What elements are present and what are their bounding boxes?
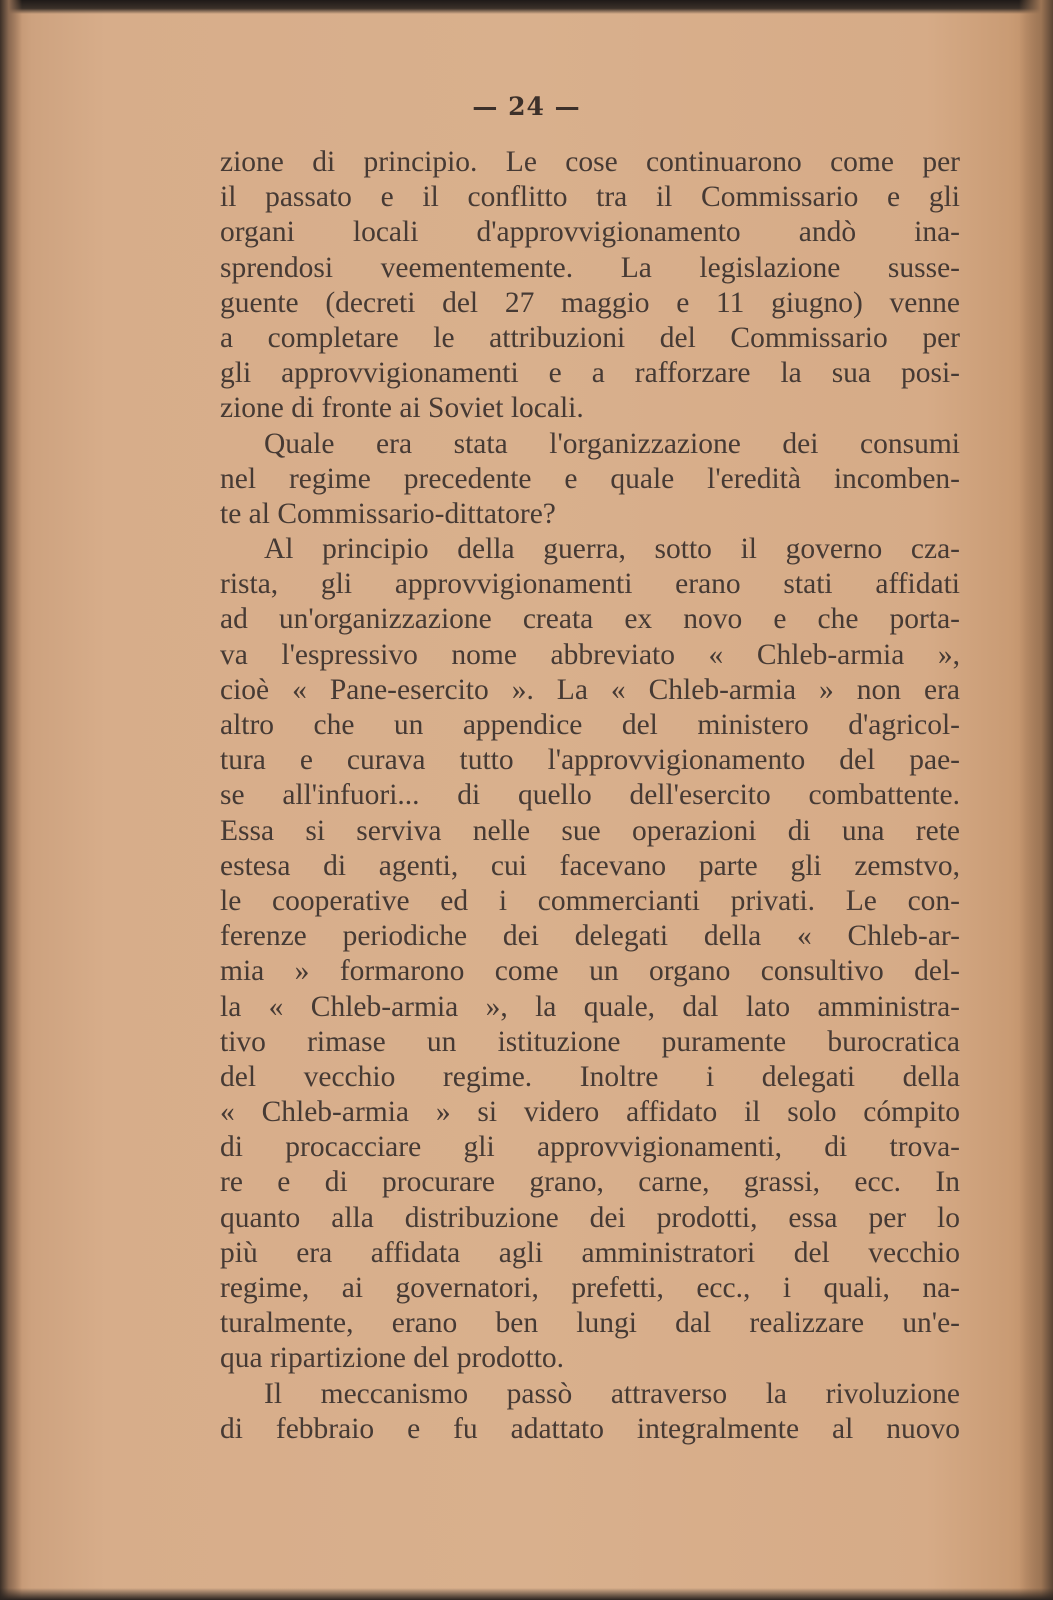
text-line: Il meccanismo passò attraverso la rivoluzione	[264, 1377, 960, 1410]
text-line: quanto alla distribuzione dei prodotti, essa per lo	[220, 1201, 960, 1234]
page-top-edge	[0, 0, 1053, 14]
text-line: più era affidata agli amministratori del vecchio	[220, 1236, 960, 1269]
text-line: la « Chleb-armia », la quale, dal lato amministra-	[220, 990, 960, 1023]
text-line: te al Commissario-dittatore?	[220, 497, 556, 530]
text-line: rista, gli approvvigionamenti erano stati affidati	[220, 568, 960, 601]
text-line: re e di procurare grano, carne, grassi, ecc. In	[220, 1166, 960, 1199]
text-line: cioè « Pane-esercito ». La « Chleb-armia » non era	[220, 673, 960, 706]
text-line: regime, ai governatori, prefetti, ecc., i quali, na-	[220, 1272, 960, 1304]
page-bottom-edge	[0, 1588, 1053, 1600]
text-line: altro che un appendice del ministero d'agricol-	[220, 709, 960, 741]
text-line: gli approvvigionamenti e a rafforzare la sua posi-	[220, 357, 960, 390]
text-line: di febbraio e fu adattato integralmente al nuovo	[220, 1412, 960, 1445]
text-line: turalmente, erano ben lungi dal realizzare un'e-	[220, 1307, 960, 1340]
text-line: Essa si serviva nelle sue operazioni di una rete	[220, 814, 960, 847]
text-line: tura e curava tutto l'approvvigionamento del pae-	[220, 744, 960, 777]
body-text	[220, 145, 960, 1447]
page-binding-edge	[0, 0, 22, 1600]
text-line: nel regime precedente e quale l'eredità incomben-	[220, 462, 960, 495]
text-line: Quale era stata l'organizzazione dei consumi	[264, 427, 960, 460]
text-line: qua ripartizione del prodotto.	[220, 1342, 565, 1375]
page-number: — 24 —	[472, 92, 581, 121]
text-line: guente (decreti del 27 maggio e 11 giugno) venne	[220, 286, 960, 319]
text-line: estesa di agenti, cui facevano parte gli zemstvo,	[220, 849, 960, 882]
page-right-edge	[1019, 0, 1053, 1600]
text-line: il passato e il conflitto tra il Commissario e gli	[220, 181, 960, 214]
text-line: organi locali d'approvvigionamento andò ina-	[220, 216, 960, 249]
text-line: zione di fronte ai Soviet locali.	[220, 392, 584, 425]
text-line: a completare le attribuzioni del Commissario per	[220, 321, 960, 354]
text-line: di procacciare gli approvvigionamenti, di trova-	[220, 1131, 960, 1164]
text-line: mia » formarono come un organo consultivo del-	[220, 955, 960, 988]
text-line: « Chleb-armia » si videro affidato il solo cómpito	[220, 1096, 960, 1129]
text-line: va l'espressivo nome abbreviato « Chleb-armia »,	[220, 638, 960, 671]
text-line: ferenze periodiche dei delegati della « Chleb-ar-	[220, 920, 960, 953]
text-line: sprendosi veementemente. La legislazione susse-	[220, 251, 960, 284]
text-line: zione di principio. Le cose continuarono come per	[220, 146, 960, 178]
text-line: tivo rimase un istituzione puramente burocratica	[220, 1025, 960, 1058]
text-line: del vecchio regime. Inoltre i delegati della	[220, 1060, 960, 1093]
text-line: Al principio della guerra, sotto il governo cza-	[264, 533, 960, 566]
text-line: ad un'organizzazione creata ex novo e che porta-	[220, 603, 960, 636]
text-line: le cooperative ed i commercianti privati. Le con-	[220, 884, 960, 917]
text-line: se all'infuori... di quello dell'esercito combattente.	[220, 779, 960, 812]
